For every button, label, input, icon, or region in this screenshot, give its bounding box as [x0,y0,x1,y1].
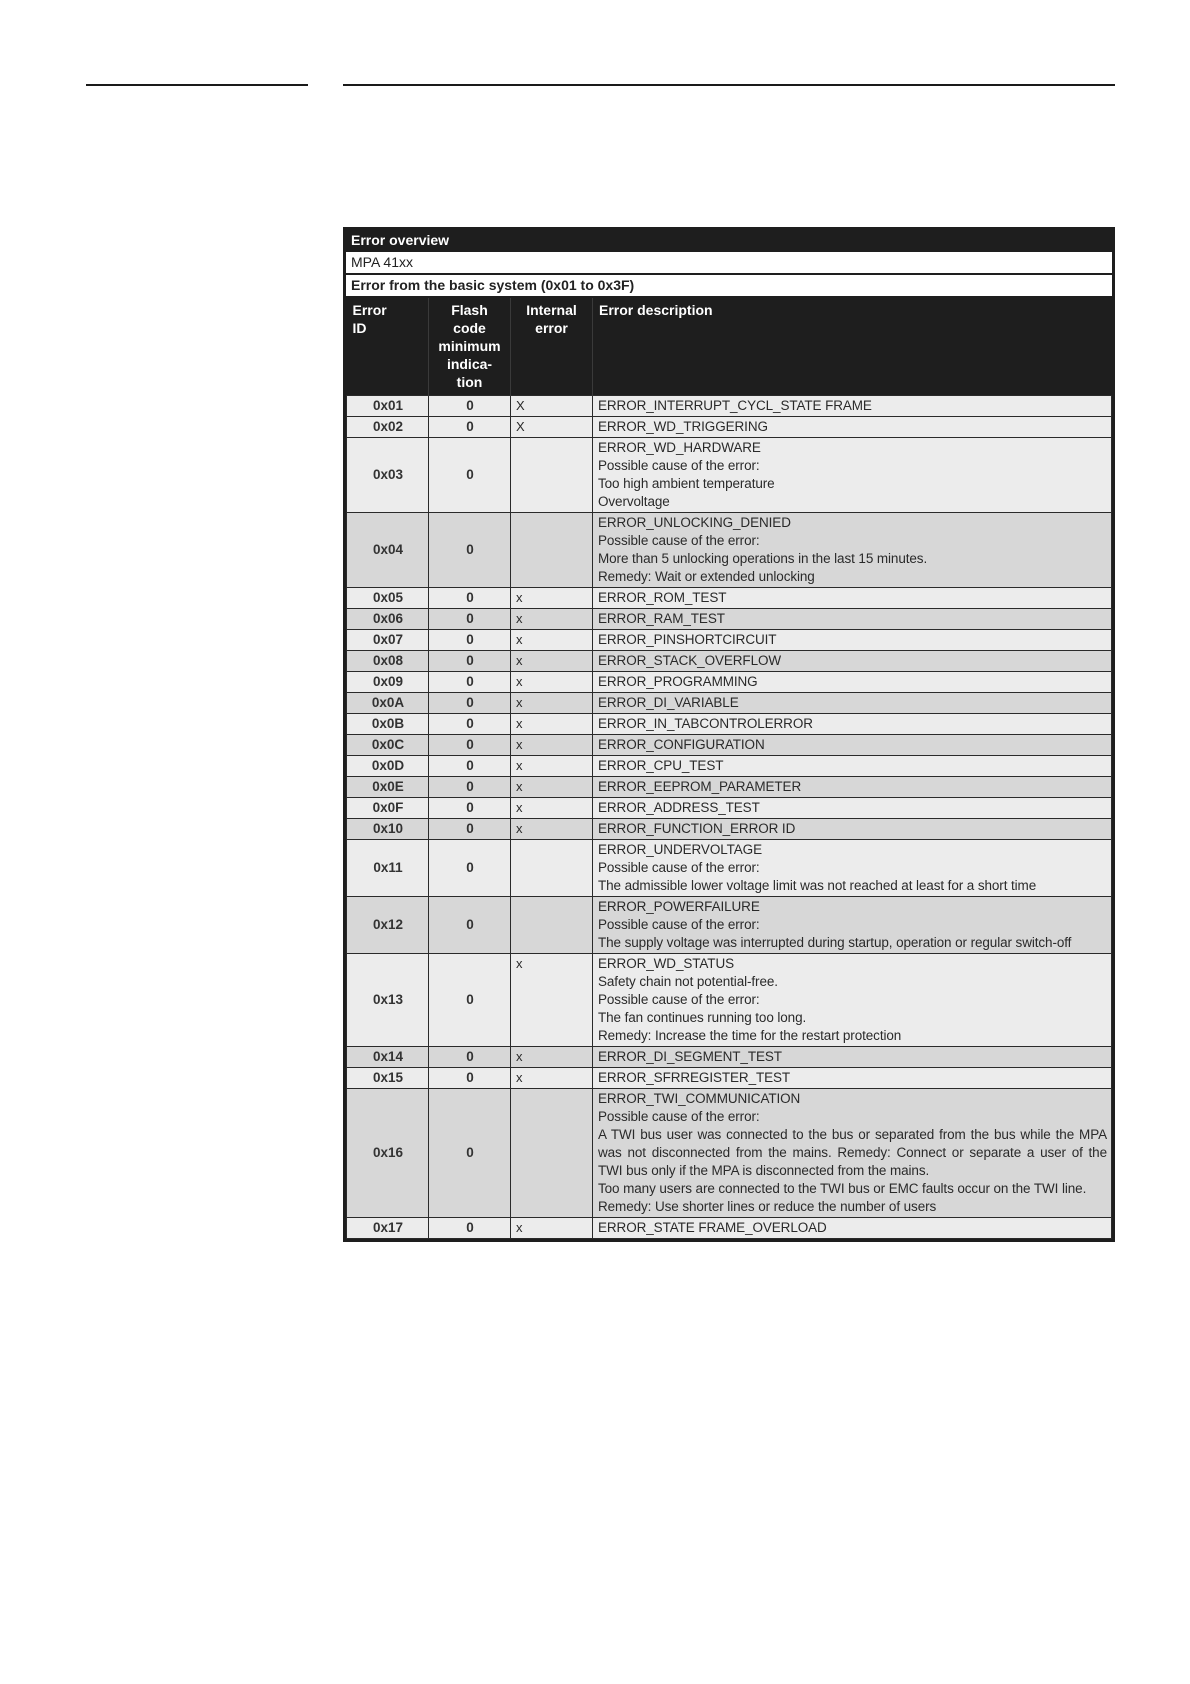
internal-error-cell: x [511,714,593,735]
internal-error-cell: x [511,1068,593,1089]
error-id-cell: 0x13 [347,954,429,1047]
table-row [347,1218,1112,1239]
error-id-cell: 0x16 [347,1089,429,1218]
description-line: Safety chain not potential-free. [598,974,778,989]
internal-error-cell [511,897,593,954]
error-description-cell [593,588,1112,609]
flash-code-cell: 0 [429,897,511,954]
table-row [347,651,1112,672]
error-id-cell: 0x0B [347,714,429,735]
flash-code-cell: 0 [429,396,511,417]
description-line: ERROR_CPU_TEST [598,758,724,773]
description-line: Possible cause of the error: [598,917,760,932]
table-title: Error overview [351,232,450,248]
table-row [347,714,1112,735]
error-id-cell: 0x03 [347,438,429,513]
internal-error-cell: x [511,1218,593,1239]
error-id-cell: 0x11 [347,840,429,897]
description-line: Possible cause of the error: [598,860,760,875]
flash-code-cell: 0 [429,840,511,897]
error-description-cell [593,672,1112,693]
table-body [347,396,1112,1239]
flash-code-cell: 0 [429,417,511,438]
flash-code-cell: 0 [429,672,511,693]
error-description-cell [593,651,1112,672]
error-id-cell: 0x07 [347,630,429,651]
error-description-cell [593,396,1112,417]
error-description-cell [593,1047,1112,1068]
description-line: Remedy: Wait or extended unlocking [598,569,815,584]
description-line: ERROR_UNLOCKING_DENIED [598,515,791,530]
internal-error-cell: x [511,756,593,777]
header-error-description: Error description [593,298,1112,396]
internal-error-cell [511,1089,593,1218]
internal-error-cell [511,438,593,513]
table-row [347,693,1112,714]
internal-error-cell: x [511,609,593,630]
header-rule-right [343,84,1115,86]
table-row [347,513,1112,588]
internal-error-cell: x [511,798,593,819]
description-line: ERROR_UNDERVOLTAGE [598,842,762,857]
error-description-cell [593,954,1112,1047]
table-row [347,735,1112,756]
error-id-cell: 0x02 [347,417,429,438]
flash-code-cell: 0 [429,735,511,756]
error-description-cell [593,735,1112,756]
internal-error-cell: x [511,630,593,651]
internal-error-cell: X [511,396,593,417]
table-row [347,777,1112,798]
flash-code-cell: 0 [429,513,511,588]
error-description-cell [593,1068,1112,1089]
table-row [347,630,1112,651]
description-line: ERROR_PROGRAMMING [598,674,758,689]
error-id-cell: 0x09 [347,672,429,693]
flash-code-cell: 0 [429,609,511,630]
error-id-cell: 0x0D [347,756,429,777]
table-row [347,672,1112,693]
description-line: ERROR_CONFIGURATION [598,737,765,752]
description-line: Too high ambient temperature [598,476,775,491]
description-line: ERROR_INTERRUPT_CYCL_STATE FRAME [598,398,872,413]
table-row [347,840,1112,897]
flash-code-cell: 0 [429,630,511,651]
flash-code-cell: 0 [429,1089,511,1218]
description-line: ERROR_EEPROM_PARAMETER [598,779,802,794]
description-line: ERROR_ADDRESS_TEST [598,800,760,815]
description-line: A TWI bus user was connected to the bus or separated from the bus while the MPA was not disconnected from the mains. Remedy: Connect or separate a user of the TWI bus only if the MPA is disconnected from the mains. [598,1127,1107,1178]
header-rule-left [86,84,308,86]
description-line: Too many users are connected to the TWI bus or EMC faults occur on the TWI line. [598,1181,1087,1196]
description-line: ERROR_WD_TRIGGERING [598,419,768,434]
internal-error-cell: x [511,693,593,714]
internal-error-cell: x [511,777,593,798]
internal-error-cell: X [511,417,593,438]
internal-error-cell: x [511,1047,593,1068]
error-overview-table [343,227,1115,1242]
flash-code-cell: 0 [429,651,511,672]
internal-error-cell: x [511,735,593,756]
error-description-cell [593,819,1112,840]
error-id-cell: 0x01 [347,396,429,417]
description-line: ERROR_IN_TABCONTROLERROR [598,716,813,731]
internal-error-cell: x [511,954,593,1047]
description-line: The fan continues running too long. [598,1010,807,1025]
header-error-id: Error ID [352,302,387,336]
description-line: ERROR_DI_SEGMENT_TEST [598,1049,782,1064]
description-line: ERROR_DI_VARIABLE [598,695,739,710]
error-description-cell [593,417,1112,438]
error-table [346,298,1112,1239]
error-description-cell [593,513,1112,588]
flash-code-cell: 0 [429,693,511,714]
description-line: Possible cause of the error: [598,992,760,1007]
flash-code-cell: 0 [429,588,511,609]
table-row [347,1089,1112,1218]
error-id-cell: 0x08 [347,651,429,672]
internal-error-cell [511,513,593,588]
table-row [347,1047,1112,1068]
error-description-cell [593,438,1112,513]
device-row: MPA 41xx [346,252,1112,275]
error-description-cell [593,1218,1112,1239]
table-row [347,396,1112,417]
error-description-cell [593,798,1112,819]
description-line: Remedy: Increase the time for the restart protection [598,1028,902,1043]
error-description-cell [593,714,1112,735]
internal-error-cell: x [511,819,593,840]
flash-code-cell: 0 [429,1068,511,1089]
error-id-cell: 0x0A [347,693,429,714]
flash-code-cell: 0 [429,1047,511,1068]
header-flash-code: Flash code minimum indica- tion [429,298,511,396]
section-row: Error from the basic system (0x01 to 0x3F) [346,275,1112,298]
flash-code-cell: 0 [429,438,511,513]
error-id-cell: 0x05 [347,588,429,609]
table-row [347,609,1112,630]
error-description-cell [593,756,1112,777]
table-row [347,897,1112,954]
internal-error-cell: x [511,651,593,672]
internal-error-cell: x [511,588,593,609]
error-description-cell [593,840,1112,897]
flash-code-cell: 0 [429,819,511,840]
description-line: Possible cause of the error: [598,1109,760,1124]
flash-code-cell: 0 [429,798,511,819]
error-id-cell: 0x0E [347,777,429,798]
internal-error-cell: x [511,672,593,693]
flash-code-cell: 0 [429,954,511,1047]
description-line: Possible cause of the error: [598,458,760,473]
description-line: ERROR_POWERFAILURE [598,899,760,914]
internal-error-cell [511,840,593,897]
description-line: ERROR_SFRREGISTER_TEST [598,1070,791,1085]
description-line: ERROR_RAM_TEST [598,611,725,626]
table-row [347,588,1112,609]
flash-code-cell: 0 [429,756,511,777]
error-id-cell: 0x06 [347,609,429,630]
table-row [347,756,1112,777]
description-line: Possible cause of the error: [598,533,760,548]
table-row [347,819,1112,840]
error-id-cell: 0x14 [347,1047,429,1068]
description-line: ERROR_ROM_TEST [598,590,727,605]
description-line: ERROR_FUNCTION_ERROR ID [598,821,796,836]
error-id-cell: 0x04 [347,513,429,588]
error-id-cell: 0x15 [347,1068,429,1089]
header-internal-error: Internal error [511,298,593,396]
table-row [347,417,1112,438]
error-description-cell [593,630,1112,651]
description-line: ERROR_PINSHORTCIRCUIT [598,632,777,647]
table-row [347,438,1112,513]
error-id-cell: 0x0C [347,735,429,756]
description-line: Remedy: Use shorter lines or reduce the number of users [598,1199,937,1214]
table-row [347,1068,1112,1089]
error-description-cell [593,897,1112,954]
description-line: ERROR_TWI_COMMUNICATION [598,1091,801,1106]
error-id-cell: 0x0F [347,798,429,819]
description-line: ERROR_WD_HARDWARE [598,440,761,455]
error-description-cell [593,777,1112,798]
error-id-cell: 0x17 [347,1218,429,1239]
description-line: ERROR_STATE FRAME_OVERLOAD [598,1220,827,1235]
description-line: More than 5 unlocking operations in the last 15 minutes. [598,551,928,566]
description-line: ERROR_STACK_OVERFLOW [598,653,782,668]
error-description-cell [593,1089,1112,1218]
error-description-cell [593,609,1112,630]
description-line: The admissible lower voltage limit was not reached at least for a short time [598,878,1037,893]
table-header-row [347,298,1112,396]
table-row [347,954,1112,1047]
table-row [347,798,1112,819]
description-line: Overvoltage [598,494,670,509]
error-id-cell: 0x10 [347,819,429,840]
flash-code-cell: 0 [429,714,511,735]
flash-code-cell: 0 [429,1218,511,1239]
description-line: The supply voltage was interrupted during startup, operation or regular switch-off [598,935,1072,950]
description-line: ERROR_WD_STATUS [598,956,735,971]
error-id-cell: 0x12 [347,897,429,954]
flash-code-cell: 0 [429,777,511,798]
error-description-cell [593,693,1112,714]
